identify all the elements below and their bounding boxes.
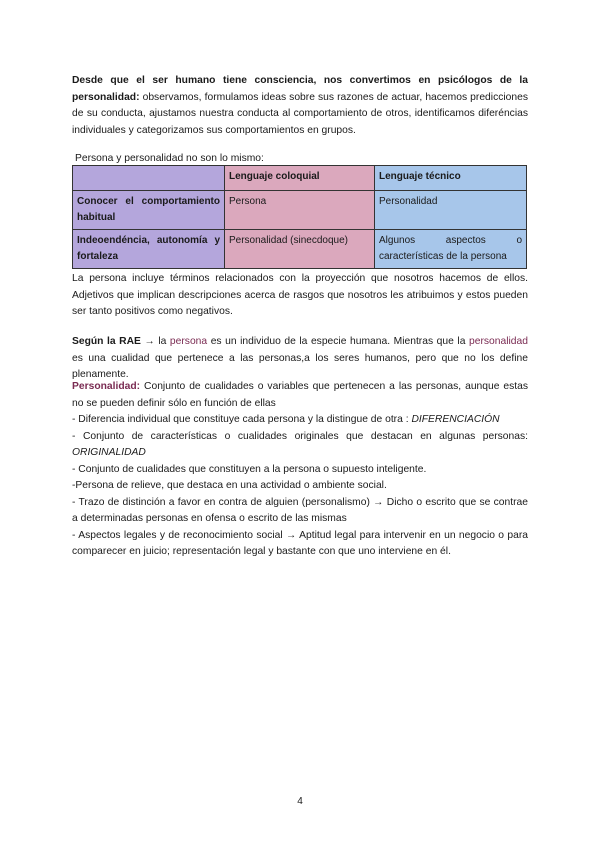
rae-text: es una cualidad que pertenece a las personas,a los seres humanos, pero que no los define plenamente. [72, 352, 528, 380]
table-row-label: Conocer el comportamiento habitual [73, 191, 225, 230]
table-cell: Personalidad (sinecdoque) [225, 230, 375, 269]
definition-text: Conjunto de cualidades o variables que pertenecen a las personas, aunque estas no se pueden definir sólo en función de ellas [72, 381, 528, 409]
list-item-text: - Trazo de distinción a favor en contra de alguien (personalismo) [72, 496, 370, 508]
list-item-tag: DIFERENCIACIÓN [411, 414, 500, 425]
list-item-text: Dicho o escrito que se contrae a determinadas personas en ofensa o escrito de las mismas [72, 496, 528, 524]
rae-text: la [158, 336, 167, 347]
intro-text: observamos, formulamos ideas sobre sus razones de actuar, hacemos predicciones de su conducta, ajustamos nuestra conducta al comportamiento de otros, identificamos diferéncias individuales y categorizamos sus comportamientos en grupos. [72, 91, 528, 136]
table-header-cell [73, 166, 225, 191]
list-item: - Conjunto de cualidades que constituyen a la persona o supuesto inteligente. [72, 463, 427, 475]
rae-text: es un individuo de la especie humana. Mientras que la [210, 336, 466, 347]
persona-paragraph: La persona incluye términos relacionados con la proyección que nosotros hacemos de ellos. Adjetivos que implican descripciones acerca de rasgos que nosotros les atribuimos y estos pueden ser tanto positivos como negativos. [72, 273, 528, 317]
arrow-icon: → [144, 336, 155, 347]
intro-bold-lead: Desde que el ser humano tiene consciencia, nos convertimos en psicólogos de la personalidad: [72, 75, 528, 103]
list-item [72, 412, 528, 429]
rae-lead: Según la RAE [72, 336, 141, 347]
rae-paragraph [72, 334, 528, 384]
term-persona: persona [169, 336, 208, 347]
table-header-row [73, 166, 527, 191]
table-cell: Personalidad [375, 191, 527, 230]
table-header-cell: Lenguaje técnico [375, 166, 527, 191]
personalidad-section [72, 379, 528, 561]
table-row [73, 230, 527, 269]
table-caption: Persona y personalidad no son lo mismo: [75, 153, 264, 164]
list-item-text: - Diferencia individual que constituye cada persona y la distingue de otra : [72, 414, 409, 425]
list-item-text: Aptitud legal para intervenir en un negocio o para comparecer en juicio; representación legal y bastante con que uno interviene en él. [72, 529, 528, 557]
list-item-tag: ORIGINALIDAD [72, 447, 146, 458]
list-item [72, 429, 528, 462]
list-item [72, 495, 528, 528]
table-row [73, 191, 527, 230]
table-cell: Persona [225, 191, 375, 230]
list-item-text: - Conjunto de características o cualidades originales que destacan en algunas personas: [72, 430, 528, 442]
personalidad-term: Personalidad: [72, 381, 141, 392]
term-personalidad: personalidad [468, 336, 528, 347]
arrow-icon: → [286, 529, 297, 541]
arrow-icon: → [373, 496, 384, 508]
list-item: -Persona de relieve, que destaca en una actividad o ambiente social. [72, 480, 387, 491]
table-header-cell: Lenguaje coloquial [225, 166, 375, 191]
table-row-label: Indeoendéncia, autonomía y fortaleza [73, 230, 225, 269]
intro-paragraph [72, 73, 528, 139]
page-number: 4 [297, 796, 303, 807]
comparison-table [72, 165, 527, 269]
list-item-text: - Aspectos legales y de reconocimiento social [72, 529, 283, 541]
list-item [72, 528, 528, 561]
personalidad-definition [72, 379, 528, 412]
table-cell: Algunos aspectos o características de la persona [375, 230, 527, 269]
